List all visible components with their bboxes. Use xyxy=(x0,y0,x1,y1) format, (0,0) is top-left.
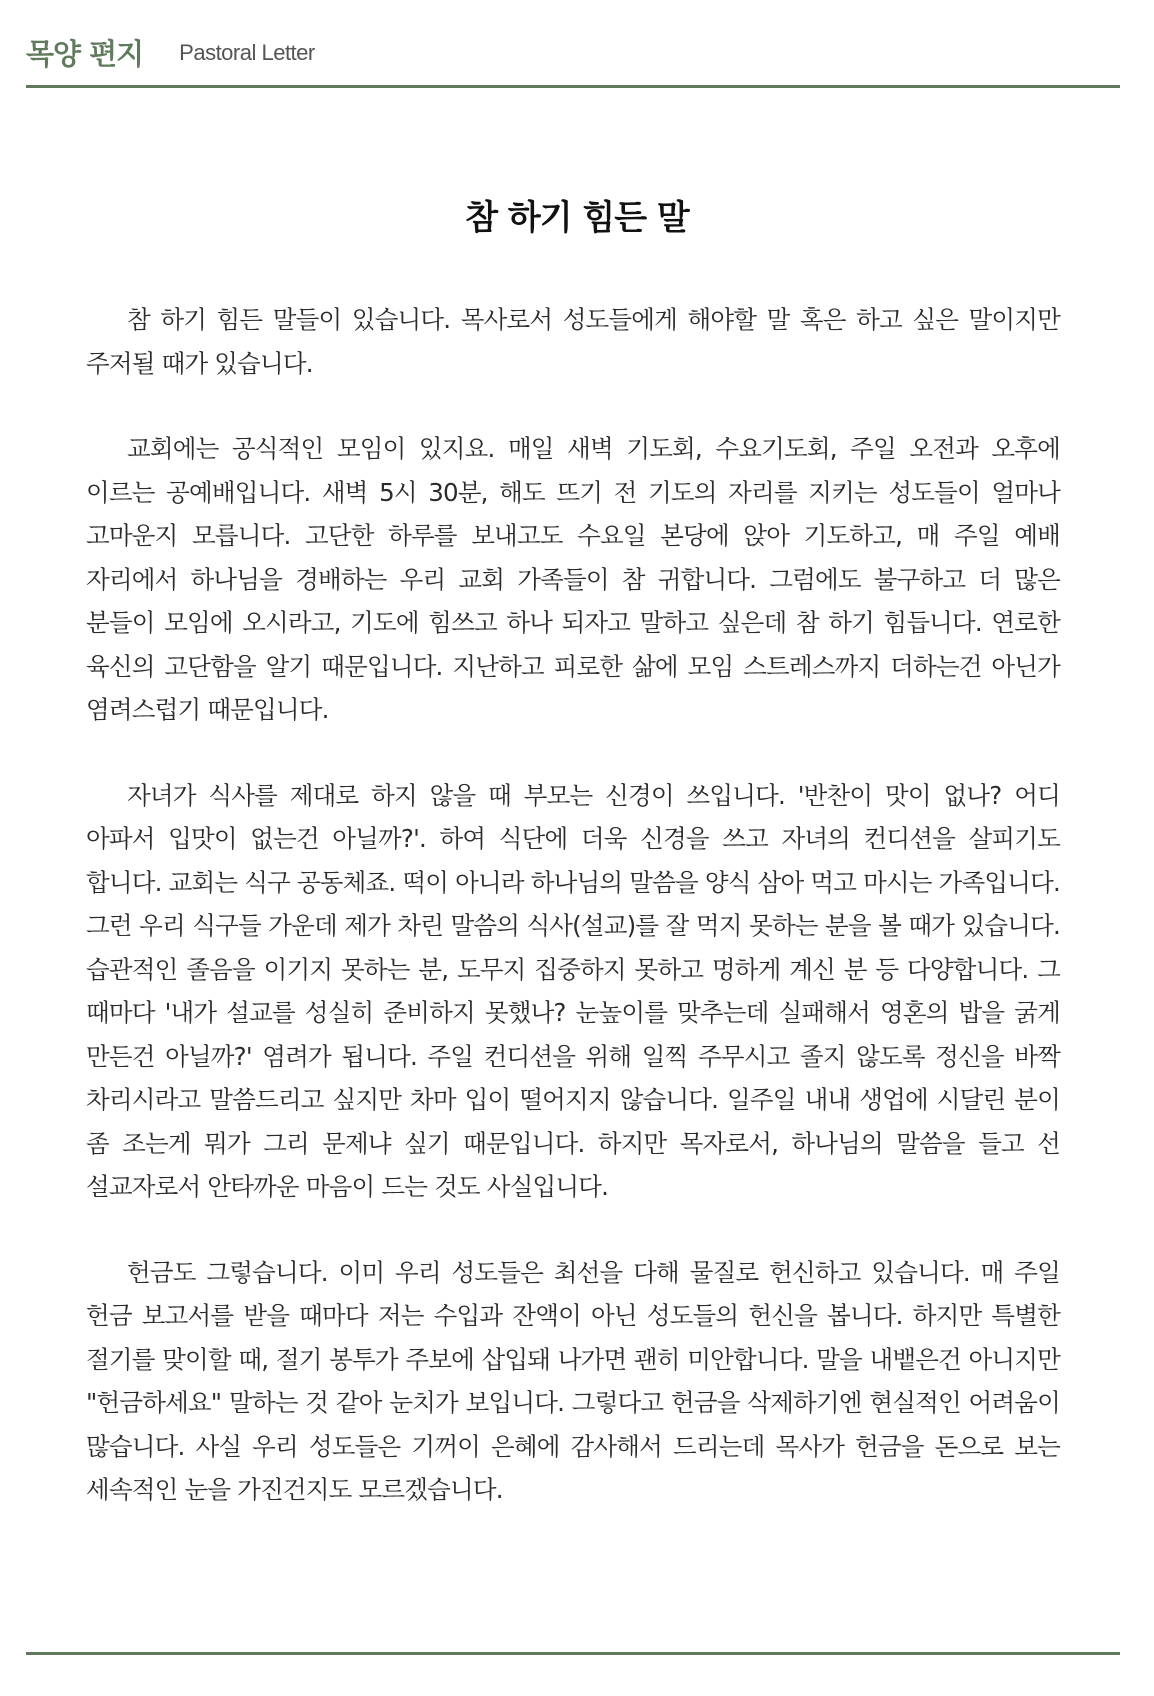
paragraph-2: 교회에는 공식적인 모임이 있지요. 매일 새벽 기도회, 수요기도회, 주일 오전과 오후에 이르는 공예배입니다. 새벽 5시 30분, 해도 뜨기 전 기도의 자리를 지키는 성도들이 얼마나 고마운지 모릅니다. 고단한 하루를 보내고도 수요일 본당에 앉아 기도하고, 매 주일 예배 자리에서 하나님을 경배하는 우리 교회 가족들이 참 귀합니다. 그럼에도 불구하고 더 많은 분들이 모임에 오시라고, 기도에 힘쓰고 하나 되자고 말하고 싶은데 참 하기 힘듭니다. 연로한 육신의 고단함을 알기 때문입니다. 지난하고 피로한 삶에 모임 스트레스까지 더하는건 아닌가 염려스럽기 때문입니다. xyxy=(86,434,1060,724)
paragraph-1: 참 하기 힘든 말들이 있습니다. 목사로서 성도들에게 해야할 말 혹은 하고 싶은 말이지만 주저될 때가 있습니다. xyxy=(86,305,1060,378)
footer-divider xyxy=(26,1652,1120,1655)
paragraph-3: 자녀가 식사를 제대로 하지 않을 때 부모는 신경이 쓰입니다. '반찬이 맛이 없나? 어디 아파서 입맛이 없는건 아닐까?'. 하여 식단에 더욱 신경을 쓰고 자녀의 컨디션을 살피기도 합니다. 교회는 식구 공동체죠. 떡이 아니라 하나님의 말씀을 양식 삼아 먹고 마시는 가족입니다. 그런 우리 식구들 가운데 제가 차린 말씀의 식사(설교)를 잘 먹지 못하는 분을 볼 때가 있습니다. 습관적인 졸음을 이기지 못하는 분, 도무지 집중하지 못하고 멍하게 계신 분 등 다양합니다. 그 때마다 '내가 설교를 성실히 준비하지 못했나? 눈높이를 맞추는데 실패해서 영혼의 밥을 굵게 만든건 아닐까?' 염려가 됩니다. 주일 컨디션을 위해 일찍 주무시고 졸지 않도록 정신을 바짝 차리시라고 말씀드리고 싶지만 차마 입이 떨어지지 않습니다. 일주일 내내 생업에 시달린 분이 좀 조는게 뭐가 그리 문제냐 싶기 때문입니다. 하지만 목자로서, 하나님의 말씀을 들고 선 설교자로서 안타까운 마음이 드는 것도 사실입니다. xyxy=(86,780,1060,1201)
page-header xyxy=(26,20,1120,88)
paragraph-4: 헌금도 그렇습니다. 이미 우리 성도들은 최선을 다해 물질로 헌신하고 있습니다. 매 주일 헌금 보고서를 받을 때마다 저는 수입과 잔액이 아닌 성도들의 헌신을 봅니다. 하지만 특별한 절기를 맞이할 때, 절기 봉투가 주보에 삽입돼 나가면 괜히 미안합니다. 말을 내뱉은건 아니지만 "헌금하세요" 말하는 것 같아 눈치가 보입니다. 그렇다고 헌금을 삭제하기엔 현실적인 어려움이 많습니다. 사실 우리 성도들은 기꺼이 은혜에 감사해서 드리는데 목사가 헌금을 돈으로 보는 세속적인 눈을 가진건지도 모르겠습니다. xyxy=(86,1257,1060,1504)
header-title: 목양 편지 xyxy=(26,37,144,71)
page-title: 참 하기 힘든 말 xyxy=(465,198,689,238)
letter-body xyxy=(86,298,1060,1554)
header-subtitle: Pastoral Letter xyxy=(179,39,315,65)
